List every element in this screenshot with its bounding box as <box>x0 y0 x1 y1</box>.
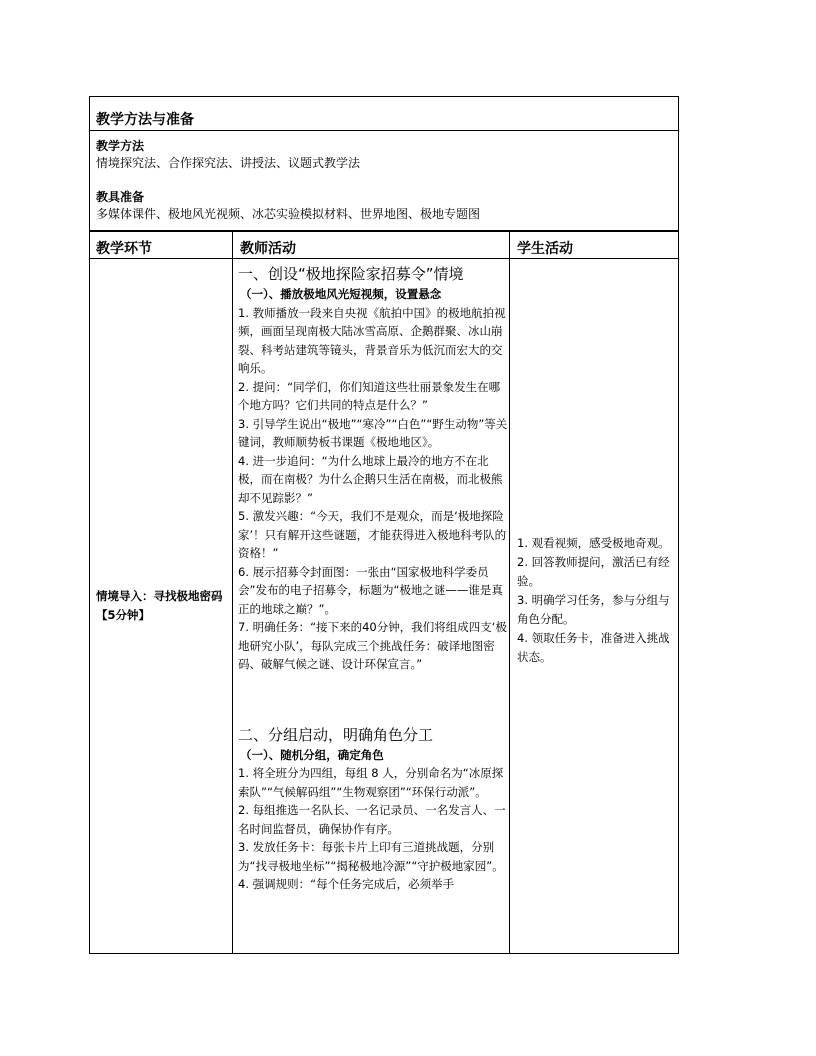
teacher-section-1-subtitle: （一）、播放极地风光短视频，设置悬念 <box>240 287 442 301</box>
tools-text: 多媒体课件、极地风光视频、冰芯实验模拟材料、世界地图、极地专题图 <box>96 207 481 221</box>
student-step: 4. 领取任务卡，准备进入挑战状态。 <box>517 631 670 664</box>
student-step: 2. 回答教师提问，激活已有经验。 <box>517 555 670 588</box>
student-activity-cell <box>517 534 672 667</box>
section-title: 教学方法与准备 <box>96 112 194 128</box>
methods-text: 情境探究法、合作探究法、讲授法、议题式教学法 <box>96 156 361 170</box>
teacher-step: 6. 展示招募令封面图：一张由“国家极地科学委员会”发布的电子招募令，标题为“极地之谜——谁是真正的地球之巅？”。 <box>238 564 503 616</box>
tools-heading: 教具准备 <box>96 190 145 204</box>
lesson-plan-table <box>89 96 679 954</box>
teacher-activity-cell <box>238 261 508 894</box>
teacher-step: 1. 教师播放一段来自央视《航拍中国》的极地航拍视频，画面呈现南极大陆冰雪高原、企鹅群聚、冰山崩裂、科考站建筑等镜头，背景音乐为低沉而宏大的交响乐。 <box>238 305 506 375</box>
student-step: 3. 明确学习任务，参与分组与角色分配。 <box>517 593 670 626</box>
teacher-step: 2. 每组推选一名队长、一名记录员、一名发言人、一名时间监督员，确保协作有序。 <box>238 803 506 836</box>
section-title-row <box>90 97 678 131</box>
teacher-step: 4. 进一步追问：“为什么地球上最冷的地方不在北极，而在南极？为什么企鹅只生活在南极，而北极熊却不见踪影？” <box>238 453 503 505</box>
teacher-step: 7. 明确任务：“接下来的40分钟，我们将组成四支‘极地研究小队’，每队完成三个挑战任务：破译地图密码、破解气候之谜、设计环保宣言。” <box>238 620 507 671</box>
column-divider-1 <box>232 231 233 953</box>
teacher-step: 1. 将全班分为四组，每组 8 人，分别命名为“冰原探索队”“气候解码组”“生物观察团”“环保行动派”。 <box>238 766 504 799</box>
teacher-section-1-title: 一、创设“极地探险家招募令”情境 <box>238 265 464 283</box>
stage-cell <box>96 587 228 625</box>
methods-preparation-cell <box>90 131 678 231</box>
methods-heading: 教学方法 <box>96 139 145 153</box>
column-divider-2 <box>509 231 510 953</box>
teacher-section-2-title: 二、分组启动，明确角色分工 <box>238 725 434 744</box>
teacher-section-2-subtitle: （一）、随机分组，确定角色 <box>240 747 384 762</box>
header-student: 学生活动 <box>517 241 573 257</box>
header-stage: 教学环节 <box>96 241 152 257</box>
teacher-step: 3. 引导学生说出“极地”“寒冷”“白色”“野生动物”等关键词，教师顺势板书课题《极地地区》。 <box>238 416 508 449</box>
table-header-row <box>90 231 678 259</box>
teacher-step: 2. 提问：“同学们，你们知道这些壮丽景象发生在哪个地方吗？它们共同的特点是什么？” <box>238 379 501 412</box>
stage-label: 情境导入：寻找极地密码【5分钟】 <box>96 589 223 622</box>
teacher-step: 3. 发放任务卡：每张卡片上印有三道挑战题，分别为“找寻极地坐标”“揭秘极地冷源”“守护极地家园”。 <box>238 840 504 873</box>
student-step: 1. 观看视频，感受极地奇观。 <box>517 536 670 550</box>
teacher-step: 5. 激发兴趣：“今天，我们不是观众，而是‘极地探险家’！只有解开这些谜题，才能获得进入极地科考队的资格！” <box>238 509 507 560</box>
header-teacher: 教师活动 <box>240 241 296 257</box>
teacher-step: 4. 强调规则：“每个任务完成后，必须举手 <box>238 877 455 891</box>
